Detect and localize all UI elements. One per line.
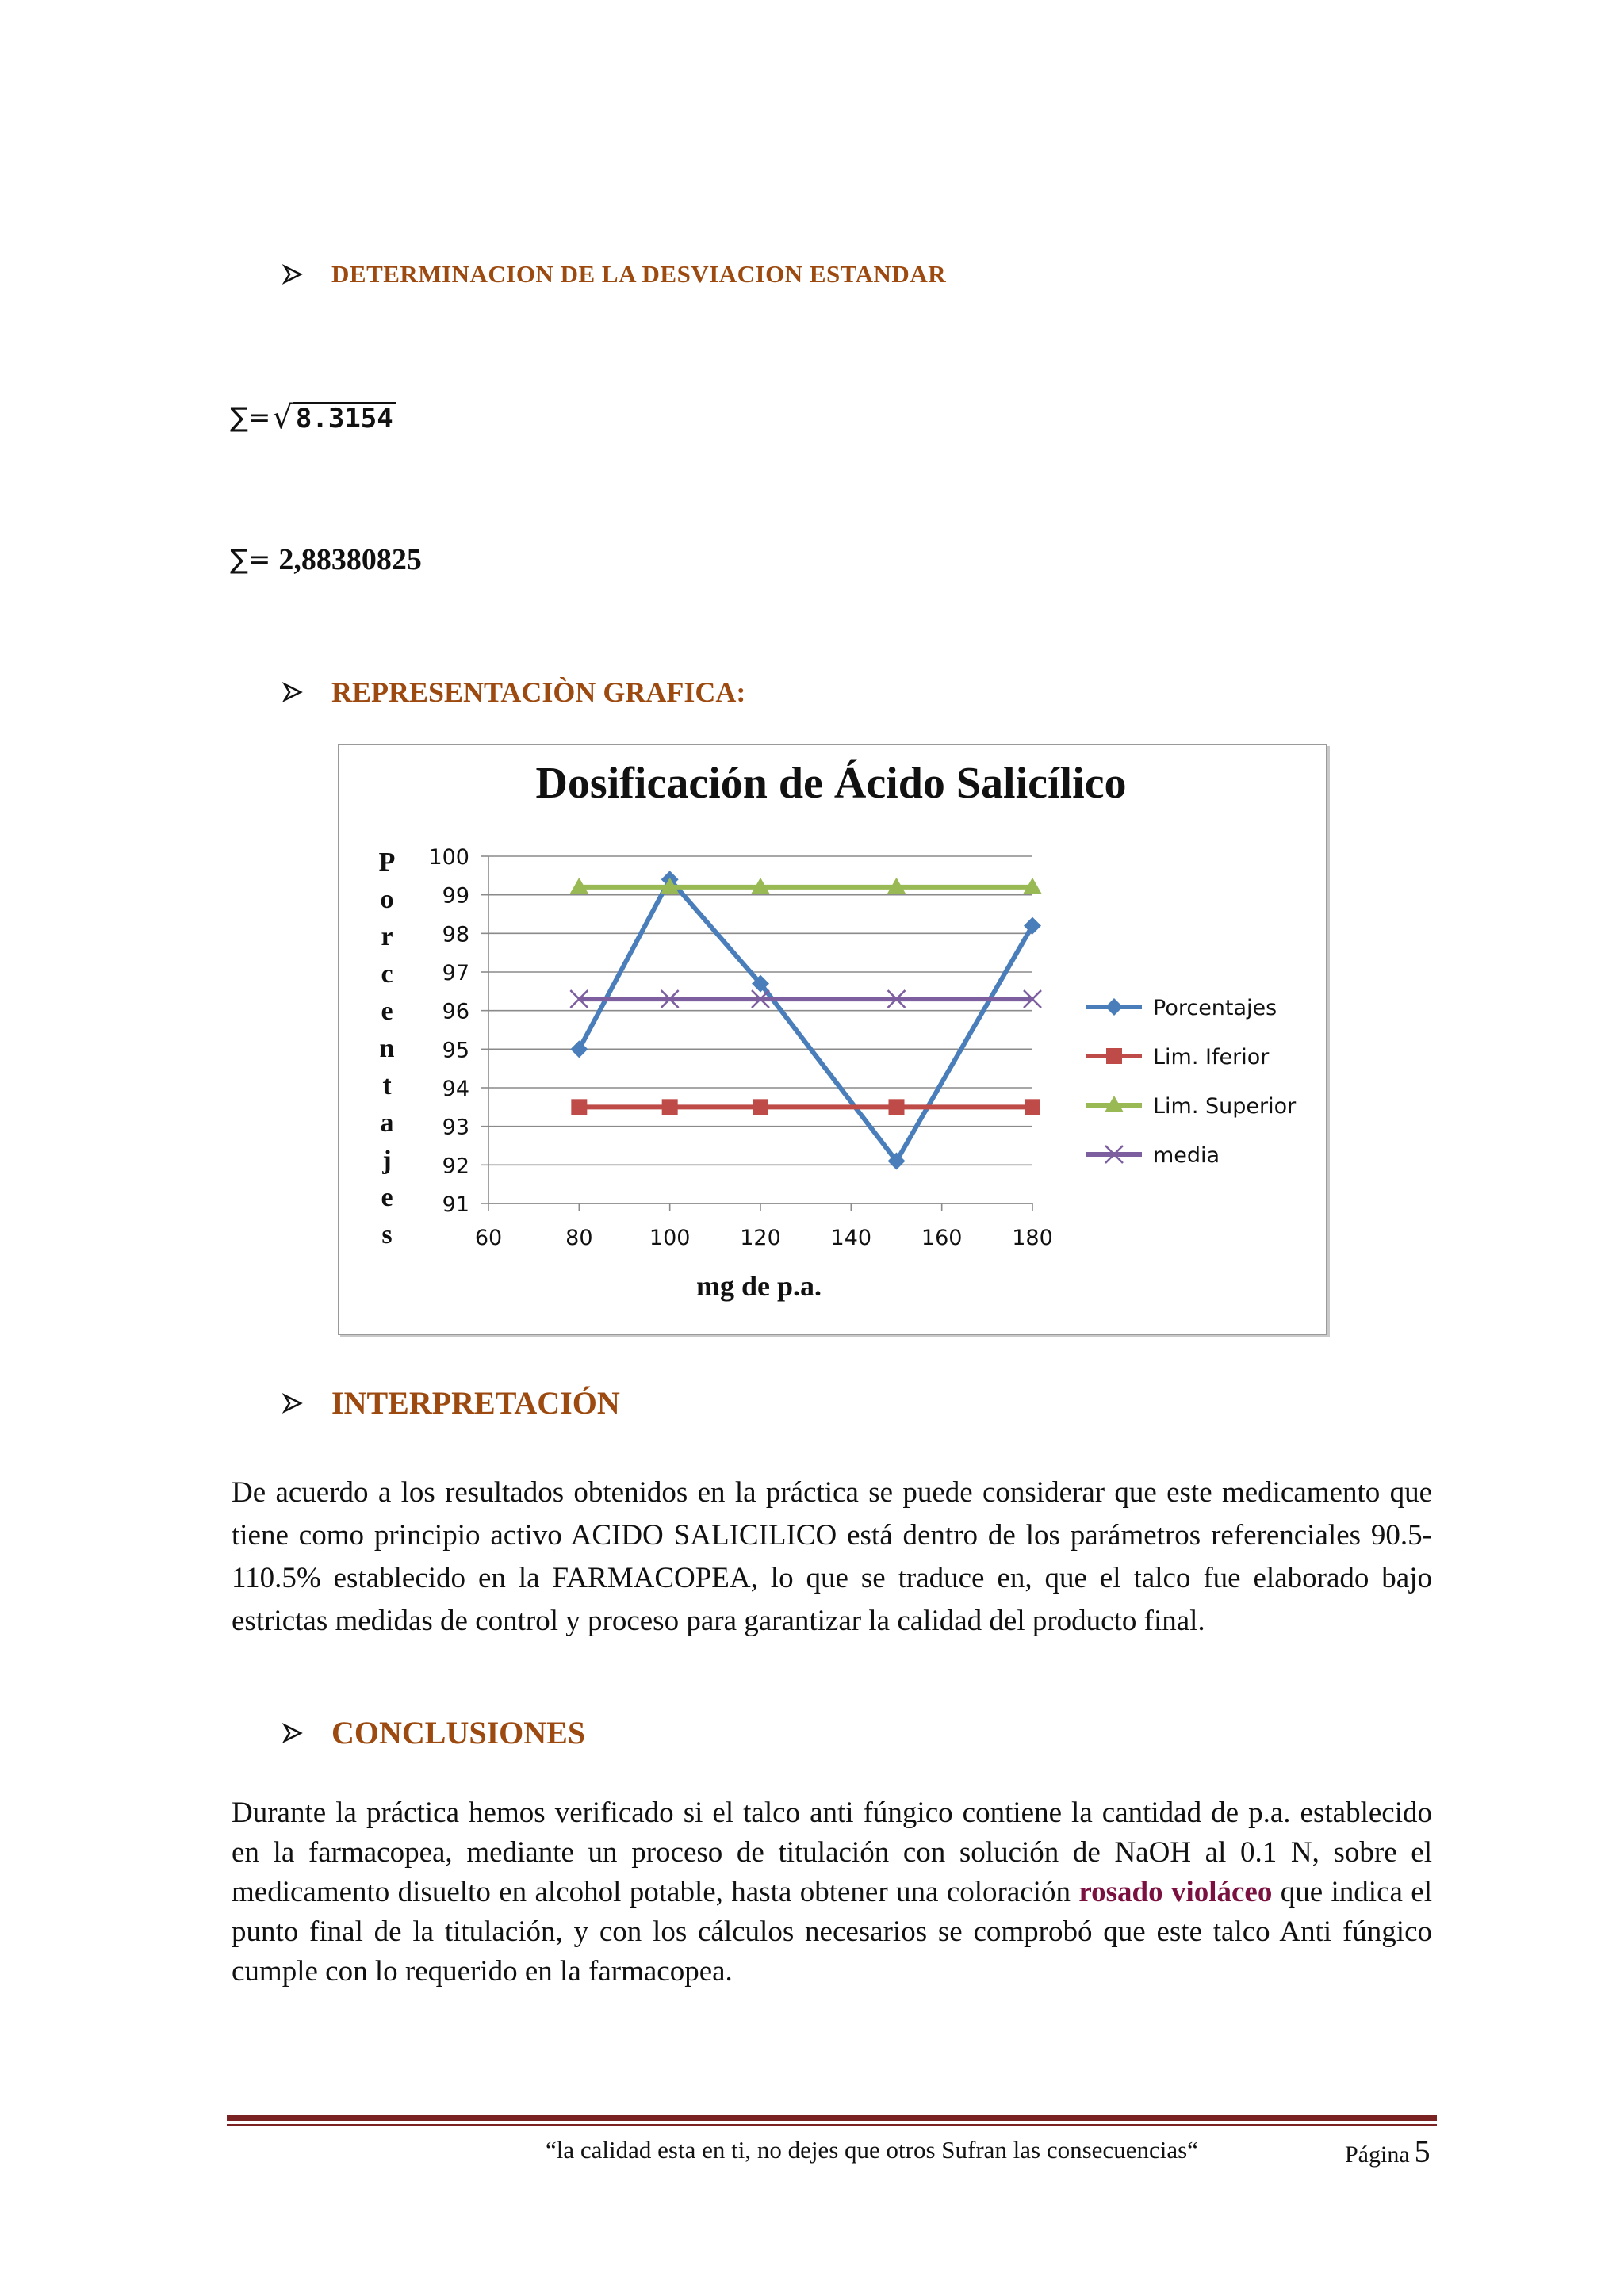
- data-point: [753, 1099, 768, 1115]
- heading-representacion: [282, 675, 745, 709]
- y-axis-label-letter: P: [378, 848, 396, 877]
- chart-container: [338, 744, 1327, 1335]
- y-tick-label: 99: [442, 883, 469, 909]
- y-axis-label-letter: e: [381, 997, 393, 1026]
- sigma-symbol: ∑=: [230, 544, 271, 576]
- y-axis-label-letter: j: [382, 1146, 392, 1175]
- y-tick-label: 94: [442, 1077, 469, 1101]
- heading-conclusiones: [282, 1714, 585, 1751]
- y-axis-label-letter: o: [380, 885, 394, 914]
- line-chart: [339, 745, 1326, 1334]
- y-axis-label-letter: c: [381, 959, 393, 989]
- y-axis-label-letter: a: [380, 1108, 394, 1138]
- x-tick-label: 80: [565, 1226, 593, 1250]
- data-point: [571, 1099, 587, 1115]
- arrow-bullet-icon: [282, 682, 303, 702]
- y-tick-label: 92: [442, 1154, 469, 1179]
- y-tick-label: 93: [442, 1115, 469, 1140]
- formula-result: [230, 542, 422, 577]
- y-axis-label-letter: s: [381, 1220, 393, 1249]
- heading-interpretacion-text: INTERPRETACIÓN: [331, 1385, 620, 1421]
- x-tick-label: 100: [649, 1226, 691, 1250]
- x-tick-label: 180: [1012, 1226, 1053, 1250]
- y-tick-label: 98: [442, 922, 469, 947]
- sqrt-symbol: √: [272, 400, 293, 436]
- y-axis-label-letter: e: [381, 1183, 393, 1212]
- data-point: [889, 1099, 905, 1115]
- footer-quote: “la calidad esta en ti, no dejes que otros Sufran las consecuencias“: [546, 2136, 1198, 2164]
- x-tick-label: 160: [921, 1226, 963, 1250]
- formula-sqrt: [230, 400, 396, 436]
- interpretacion-paragraph: De acuerdo a los resultados obtenidos en la práctica se puede considerar que este medicamento que tiene como principio activo ACIDO SALICILICO está dentro de los parámetros referenciales 90.5-110.5% establecido en la FARMACOPEA, lo que se traduce en, que el talco fue elaborado bajo estrictas medidas de control y proceso para garantizar la calidad del producto final.: [232, 1476, 1432, 1637]
- heading-desviacion-text: DETERMINACION DE LA DESVIACION ESTANDAR: [331, 260, 947, 288]
- x-axis-label: mg de p.a.: [695, 1270, 822, 1302]
- heading-conclusiones-text: CONCLUSIONES: [331, 1715, 586, 1751]
- y-tick-label: 95: [442, 1038, 469, 1063]
- y-axis-label-letter: r: [381, 922, 393, 951]
- conclusiones-text-before: Durante la práctica hemos verificado si el talco anti fúngico contiene la cantidad de p.a. establecido en la farmacopea, mediante un proceso de titulación con solución de NaOH al 0.1 N, sobre el medicamento disuelto en alcohol potable, hasta obtener una coloración: [232, 1797, 1432, 1908]
- footer-page-number: [1345, 2133, 1431, 2170]
- x-tick-label: 120: [740, 1226, 781, 1250]
- y-tick-label: 91: [442, 1192, 469, 1217]
- page-number: 5: [1414, 2133, 1431, 2169]
- y-tick-label: 100: [428, 845, 469, 870]
- legend-label: Lim. Iferior: [1153, 1045, 1270, 1070]
- conclusiones-highlight: rosado violáceo: [1078, 1876, 1273, 1908]
- footer-rule-thick: [227, 2115, 1437, 2121]
- y-axis-label-letter: t: [382, 1071, 392, 1100]
- legend-swatch-marker: [1105, 998, 1123, 1016]
- radicand-value: 8.3154: [293, 402, 396, 434]
- x-tick-label: 60: [474, 1226, 503, 1250]
- arrow-bullet-icon: [282, 1723, 303, 1743]
- chart-title: Dosificación de Ácido Salicílico: [535, 759, 1127, 808]
- y-tick-label: 97: [442, 961, 469, 985]
- conclusiones-text-after: que indica el punto final de la titulación, y con los cálculos necesarios se comprobó que este talco Anti fúngico cumple con lo requerido en la farmacopea.: [232, 1876, 1433, 1988]
- legend-swatch-marker: [1106, 1048, 1122, 1064]
- arrow-bullet-icon: [282, 1393, 303, 1414]
- conclusiones-paragraph: [232, 1793, 1432, 1992]
- data-point: [570, 1040, 588, 1058]
- y-axis-label-letter: n: [379, 1034, 395, 1063]
- legend-label: media: [1153, 1143, 1220, 1168]
- sigma-symbol: ∑=: [230, 402, 271, 434]
- legend-label: Porcentajes: [1153, 996, 1277, 1020]
- heading-interpretacion: [282, 1384, 620, 1422]
- legend-label: Lim. Superior: [1153, 1094, 1297, 1119]
- heading-representacion-text: REPRESENTACIÒN GRAFICA:: [331, 676, 746, 708]
- x-tick-label: 140: [830, 1226, 872, 1250]
- arrow-bullet-icon: [282, 264, 303, 285]
- y-tick-label: 96: [442, 999, 469, 1024]
- footer-rule-thin: [227, 2124, 1437, 2126]
- page-label: Página: [1345, 2141, 1410, 2168]
- series-line: [579, 879, 1032, 1161]
- data-point: [1025, 1099, 1040, 1115]
- result-value: 2,88380825: [278, 543, 422, 576]
- data-point: [662, 1099, 678, 1115]
- heading-desviacion: [282, 260, 946, 289]
